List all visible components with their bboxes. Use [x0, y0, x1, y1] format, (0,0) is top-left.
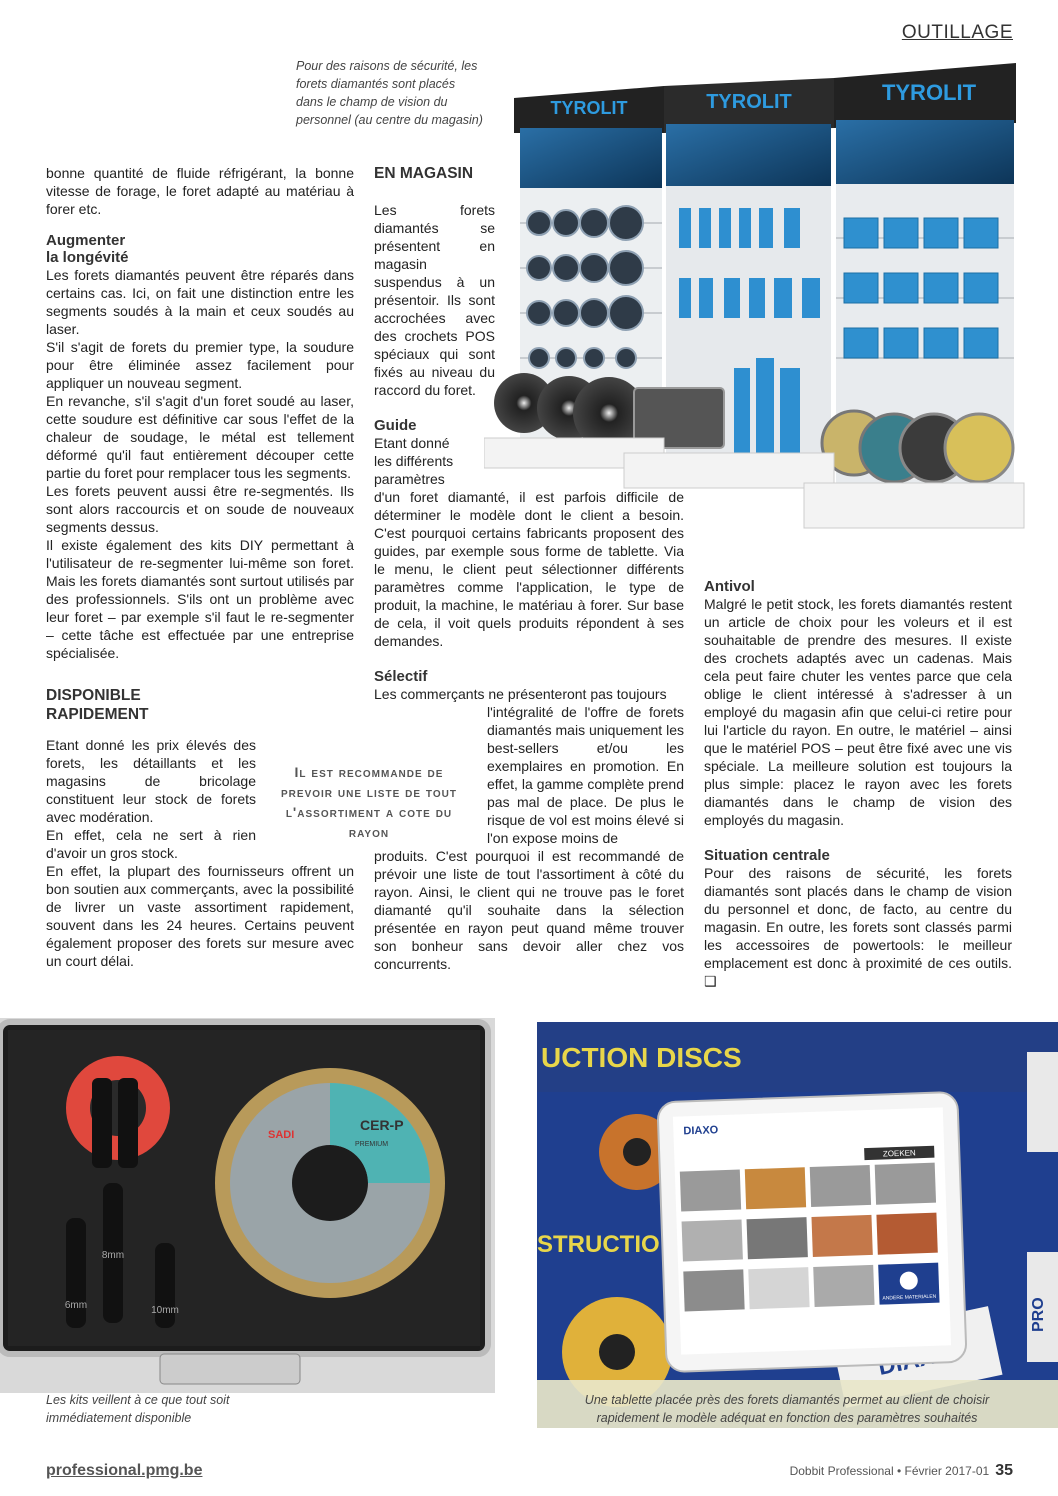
col2-heading-selectif: Sélectif: [374, 668, 428, 685]
kit-photo: [0, 1018, 495, 1393]
col2-paragraph: produits. C'est pourquoi il est recommandé de prévoir une liste de tout l'assortiment à côté du rayon. Ainsi, le client qui ne trouve pas le foret diamanté qu'il souhaite dans la sélection présentée en rayon peut quand même trouver son bonheur sans devoir aller chez vos concurrents.: [374, 848, 684, 972]
col3-heading-situation: Situation centrale: [704, 847, 830, 864]
tablet-search-button: ZOEKEN: [882, 1148, 916, 1159]
col2-paragraph: d'un foret diamanté, il est parfois difficile de déterminer le modèle dont le client a besoin. C'est pourquoi certains fabricants proposent des guides, par exemple sous forme de tablette. Via le menu, le client peut sélectionner différents paramètres comme l'application, le type de produit, la machine, le matériau à forer. Sur base de cela, il voit quels produits répondent à ses demandes.: [374, 489, 684, 649]
bit-label: 8mm: [101, 1250, 125, 1261]
col3-heading-antivol: Antivol: [704, 578, 755, 595]
tablet-more-button: ANDERE MATERIALEN: [882, 1293, 937, 1302]
brand-logo-right: TYROLIT: [881, 80, 977, 105]
brand-logo-left: TYROLIT: [550, 98, 628, 118]
column-1: [46, 164, 354, 970]
col1-paragraph: bonne quantité de fluide réfrigérant, la bonne vitesse de forage, le foret adapté au matériau à forer etc.: [46, 165, 354, 217]
disc-brand: SADI: [268, 1129, 295, 1141]
col2-paragraph: Etant donné les différents paramètres: [374, 435, 454, 487]
col2-paragraph: Les forets diamantés se présentent en magasin suspendus à un présentoir. Ils sont accrochées avec des crochets POS spéciaux qui sont fixés au niveau du raccord du foret.: [374, 202, 495, 398]
col1-paragraph: Etant donné les prix élevés des forets, les détaillants et les magasins de bricolage constituent leur stock de forets avec modération.: [46, 737, 256, 825]
pro-label: PRO: [1030, 1297, 1047, 1332]
col2-paragraph: l'intégralité de l'offre de forets diamantés mais uniquement les best-sellers et/ou les exemplaires en promotion. En effet, la gamme complète prend pas mal de place. De plus le risque de vol est moins élevé si l'on expose moins de: [487, 704, 684, 846]
col1-heading-longevity: Augmenter la longévité: [46, 232, 129, 266]
footer-site-link[interactable]: professional.pmg.be: [46, 1462, 203, 1479]
disc-product: CER-P: [360, 1117, 404, 1133]
page-number: 35: [995, 1462, 1013, 1479]
col1-paragraph: S'il s'agit de forets du premier type, la soudure pour être éliminée assez facilement pour appliquer un nouveau segment.: [46, 339, 354, 391]
col1-paragraph: En effet, cela ne sert à rien d'avoir un gros stock.: [46, 827, 256, 861]
col1-paragraph: Les forets diamantés peuvent être réparés dans certains cas. Ici, on fait une distinction entre les segments soudés à la main et ceux soudés au laser.: [46, 267, 354, 337]
section-tag: OUTILLAGE: [901, 22, 1013, 43]
column-2: [374, 164, 684, 973]
kit-illustration: [0, 1018, 495, 1393]
bit-label: 10mm: [151, 1305, 179, 1316]
col1-paragraph: En revanche, s'il s'agit d'un foret soudé au laser, cette soudure est définitive car sous l'effet de la chaleur de soudage, le métal est tellement déformé qu'il faut entièrement découper cette partie du foret pour remplacer tous les segments.: [46, 393, 354, 481]
banner-text: UCTION DISCS: [541, 1042, 742, 1073]
tablet-illustration: [537, 1022, 1058, 1428]
col1-paragraph: Il existe également des kits DIY permettant à l'utilisateur de re-segmenter lui-même son foret. Mais les forets diamantés sont surtout utilisés par des professionnels. S'ils ont un problème avec leur foret – par exemple s'il faut le re-segmenter – cette tâche est effectuée par une entreprise spécialisée.: [46, 537, 354, 661]
column-3: [704, 578, 1012, 990]
col2-paragraph: Les commerçants ne présenteront pas toujours: [374, 686, 667, 702]
footer-issue-text: Dobbit Professional • Février 2017-01: [789, 1464, 990, 1478]
disc-sub: PREMIUM: [355, 1141, 389, 1148]
col1-paragraph: Les forets peuvent aussi être re-segmentés. Ils sont alors raccourcis et on soude de nouveaux segments dessus.: [46, 483, 354, 535]
kit-caption: Les kits veillent à ce que tout soit immédiatement disponible: [46, 1393, 230, 1425]
tablet-logo: DIAXO: [683, 1124, 719, 1138]
col1-heading-disponible: DISPONIBLE RAPIDEMENT: [46, 687, 149, 723]
col2-heading-guide: Guide: [374, 417, 417, 434]
footer-issue: [790, 1462, 1013, 1480]
pull-quote: Il est recommande de prevoir une liste de tout l'assortiment a cote du rayon: [281, 764, 457, 840]
col1-paragraph: En effet, la plupart des fournisseurs offrent un bon soutien aux commerçants, avec la possibilité de livrer un vaste assortiment rapidement, souvent dans les 24 heures. Certains peuvent également proposer des forets sur mesure avec un court délai.: [46, 863, 354, 969]
bit-label: 6mm: [64, 1300, 88, 1311]
banner-text: STRUCTIO: [537, 1231, 660, 1258]
col3-paragraph: Malgré le petit stock, les forets diamantés restent un article de choix pour les voleurs et il est souhaitable de prendre des mesures. Il existe des crochets adaptés avec un cadenas. Mais cela peut faire chuter les ventes parce que cela oblige le client intéressé à s'adresser à un employé du magasin afin que celui-ci retire pour lui l'article du rayon. En outre, le matériel – ainsi que le matériel POS – peut être fixé avec une vis spéciale. La meilleure solution est toujours la plus simple: placez le rayon avec les forets diamantés dans le champ de vision des employés du magasin.: [704, 596, 1012, 828]
col3-paragraph: Pour des raisons de sécurité, les forets diamantés sont placés dans le champ de vision du personnel et donc, de facto, au centre du magasin. En outre, les forets sont classés parmi les accessoires de powertools: le meilleur emplacement est donc à proximité de ces outils. ❑: [704, 865, 1012, 989]
brand-logo-center: TYROLIT: [706, 91, 792, 113]
col2-heading-en-magasin: EN MAGASIN: [374, 165, 474, 182]
tablet-photo: [537, 1022, 1058, 1428]
tablet-caption: Une tablette placée près des forets diamantés permet au client de choisir rapidement le modèle adéquat en fonction des paramètres souhaités: [584, 1393, 990, 1425]
top-photo-caption: Pour des raisons de sécurité, les forets diamantés sont placés dans le champ de vision du personnel (au centre du magasin): [296, 59, 483, 127]
